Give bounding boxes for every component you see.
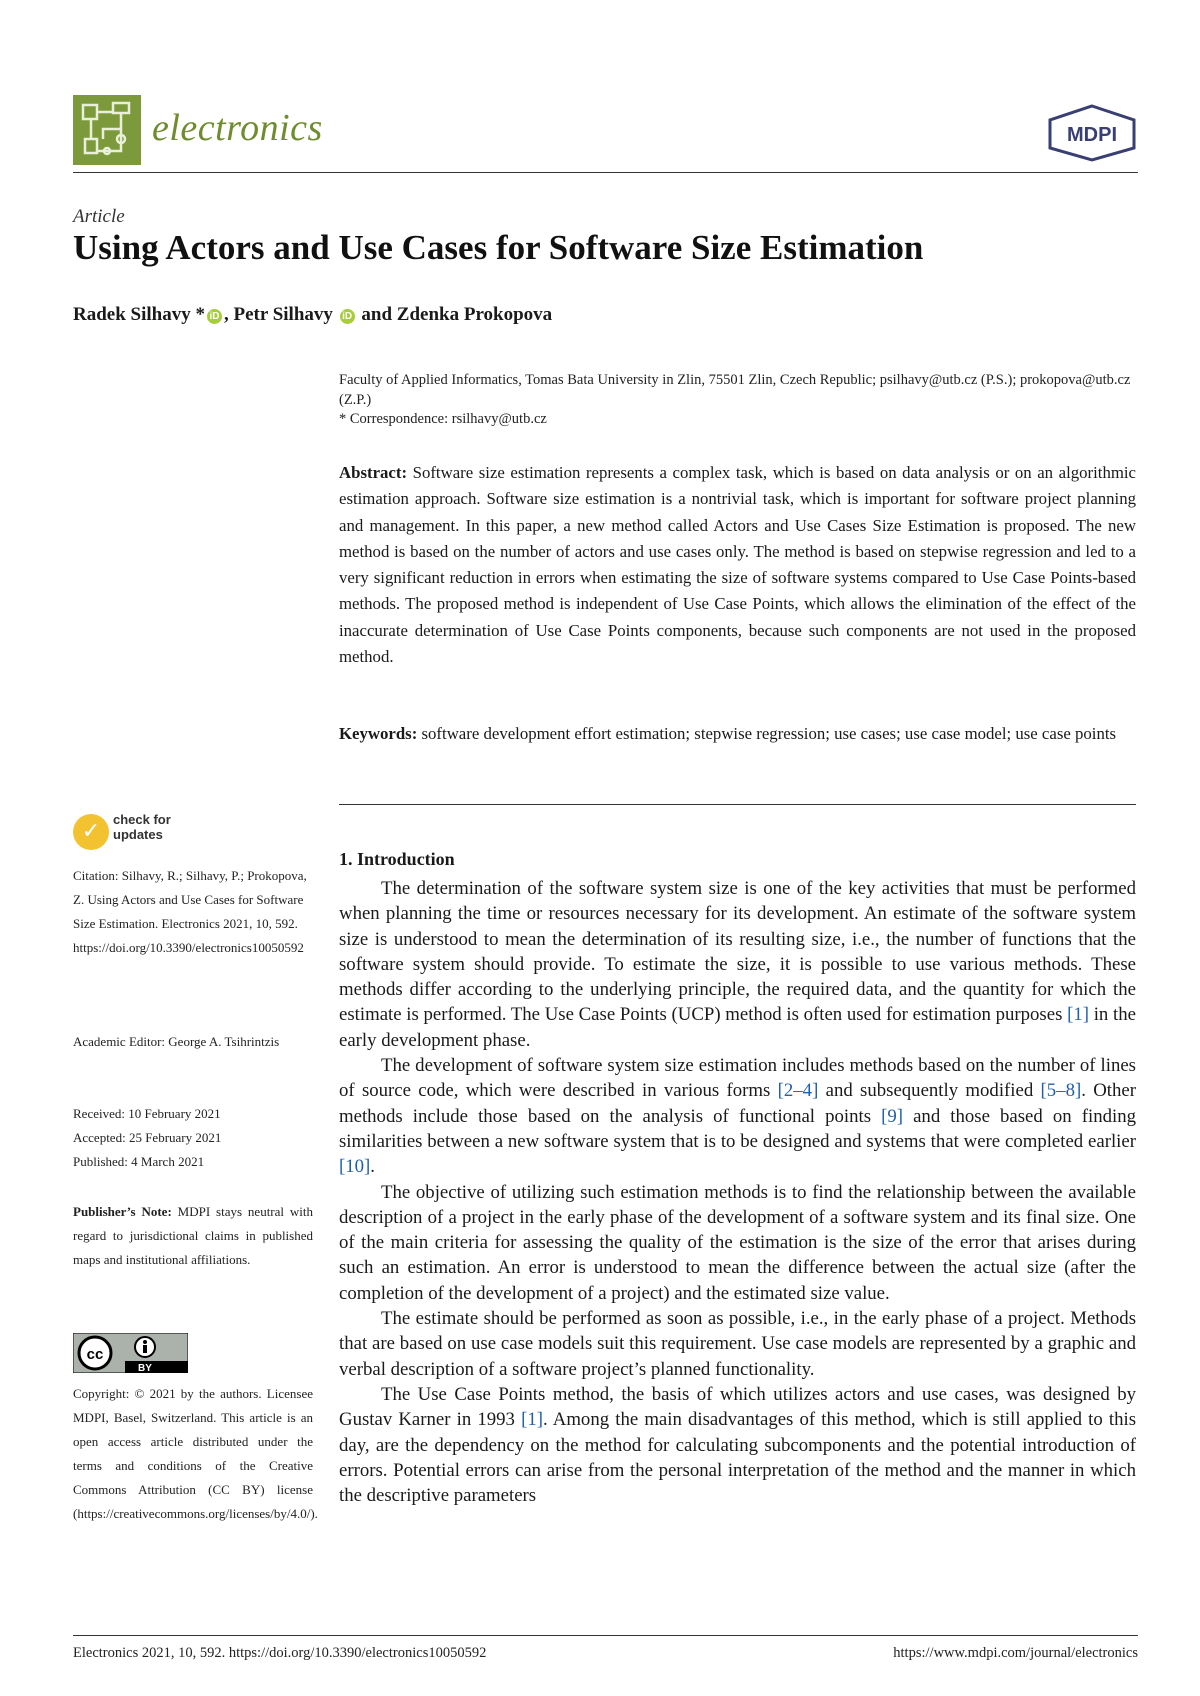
journal-name: electronics — [152, 107, 323, 149]
abstract-text: Software size estimation represents a complex task, which is based on data analysis or on an algorithmic estimation approach. Software size estimation is a nontrivial task, which is important for software project planning and management. In this paper, a new method called Actors and Use Cases Size Estimation is proposed. The new method is based on the number of actors and use cases only. The method is based on stepwise regression and led to a very significant reduction in errors when estimating the size of software systems compared to Use Case Points-based methods. The proposed method is independent of Use Case Points, which allows the elimination of the effect of the inaccurate determination of Use Case Points components, because such components are not used in the proposed method. — [339, 463, 1136, 667]
article-type: Article — [73, 206, 125, 227]
author-list: Radek Silhavy * iD , Petr Silhavy iD and Zdenka Prokopova — [73, 304, 553, 325]
author-name[interactable]: Zdenka Prokopova — [396, 304, 553, 325]
paper-title: Using Actors and Use Cases for Software Size Estimation — [73, 228, 924, 267]
copyright-notice: Copyright: © 2021 by the authors. Licensee MDPI, Basel, Switzerland. This article is an open access article distributed under the terms and conditions of the Creative Commons Attribution (CC BY) license (https://creativecommons.org/licenses/by/4.0/). — [73, 1386, 318, 1521]
footer-divider — [73, 1635, 1138, 1636]
paragraph: The Use Case Points method, the basis of which utilizes actors and use cases, was designed by Gustav Karner in 1993 [1]. Among the main disadvantages of this method, which is still applied to this day, are the dependency on the method for calculating subcomponents and the potential introduction of errors. Potential errors can arise from the personal interpretation of the method and the manner in which the descriptive parameters — [339, 1383, 1136, 1507]
keywords-text: software development effort estimation; stepwise regression; use cases; use case model; use case points — [421, 724, 1117, 743]
check-for-updates-badge[interactable]: ✓ check for updates — [73, 812, 193, 852]
checkmark-icon: ✓ — [73, 814, 109, 850]
circuit-icon — [73, 95, 141, 165]
author-name[interactable]: Radek Silhavy * — [73, 304, 205, 325]
journal-logo — [73, 95, 141, 165]
published-date: Published: 4 March 2021 — [73, 1154, 205, 1169]
orcid-icon[interactable]: iD — [340, 309, 355, 324]
header-divider — [73, 172, 1138, 173]
accepted-date: Accepted: 25 February 2021 — [73, 1130, 222, 1145]
correspondence: * Correspondence: rsilhavy@utb.cz — [339, 411, 547, 427]
paragraph: The objective of utilizing such estimation methods is to find the relationship between the available description of a project in the early phase of the development of a software system and its final size. One of the main criteria for assessing the quality of the estimation is the size of the error that arises during such an estimation. An error is understood to mean the difference between the actual size (after the completion of the development of a project) and the estimated size value. — [339, 1181, 1136, 1304]
reference-link[interactable]: [1] — [521, 1409, 543, 1431]
body-divider — [339, 804, 1136, 805]
reference-link[interactable]: [5–8] — [1040, 1080, 1082, 1102]
paragraph: The development of software system size estimation includes methods based on the number of lines of source code, which were described in various forms [2–4] and subsequently modified [5–8]. Other methods include those based on the analysis of functional points [9] and those based on finding similarities between a new software system that is to be designed and systems that were completed earlier [10]. — [339, 1055, 1136, 1178]
reference-link[interactable]: [10] — [339, 1156, 371, 1178]
svg-text:MDPI: MDPI — [1067, 124, 1117, 146]
publishers-note: Publisher’s Note: MDPI stays neutral with regard to jurisdictional claims in published maps and institutional affiliations. — [73, 1204, 313, 1267]
svg-text:BY: BY — [138, 1363, 152, 1373]
footer-journal-url[interactable]: https://www.mdpi.com/journal/electronics — [893, 1645, 1138, 1661]
abstract-label: Abstract: — [339, 463, 408, 482]
mdpi-logo[interactable] — [1046, 104, 1138, 162]
body-text — [339, 876, 1136, 1508]
keywords — [339, 721, 1136, 748]
abstract — [339, 460, 1136, 670]
orcid-icon[interactable]: iD — [207, 309, 222, 324]
publication-dates — [73, 1102, 313, 1174]
paragraph: The estimate should be performed as soon as possible, i.e., in the early phase of a project. Methods that are based on use case models suit this requirement. Use case models are represented by a graphic and verbal description of a software project’s planned functionality. — [339, 1308, 1136, 1380]
academic-editor: Academic Editor: George A. Tsihrintzis — [73, 1034, 280, 1049]
reference-link[interactable]: [9] — [881, 1105, 904, 1127]
paragraph: The determination of the software system size is one of the key activities that must be performed when planning the time or resources necessary for its development. An estimate of the software system size is understood to mean the determination of its resulting size, i.e., the number of functions that the software system should provide. To estimate the size, it is possible to use various methods. These methods differ according to the underlying principle, the required data, and the quantity for which the estimate is performed. The Use Case Points (UCP) method is often used for estimation purposes [1] in the early development phase. — [339, 878, 1136, 1051]
svg-text:cc: cc — [86, 1346, 104, 1363]
section-heading: 1. Introduction — [339, 849, 455, 869]
footer-citation[interactable]: Electronics 2021, 10, 592. https://doi.org/10.3390/electronics10050592 — [73, 1645, 487, 1661]
reference-link[interactable]: [2–4] — [777, 1080, 819, 1102]
citation: Citation: Silhavy, R.; Silhavy, P.; Prokopova, Z. Using Actors and Use Cases for Software Size Estimation. Electronics 2021, 10, 592. https://doi.org/10.3390/electronics10050592 — [73, 868, 307, 955]
author-name[interactable]: Petr Silhavy — [233, 304, 333, 325]
cc-by-license-badge[interactable] — [73, 1333, 188, 1373]
keywords-label: Keywords: — [339, 724, 418, 743]
received-date: Received: 10 February 2021 — [73, 1106, 221, 1121]
reference-link[interactable]: [1] — [1067, 1004, 1089, 1026]
affiliation: Faculty of Applied Informatics, Tomas Bata University in Zlin, 75501 Zlin, Czech Republic; psilhavy@utb.cz (P.S.); prokopova@utb.cz (Z.P.) — [339, 372, 1131, 408]
